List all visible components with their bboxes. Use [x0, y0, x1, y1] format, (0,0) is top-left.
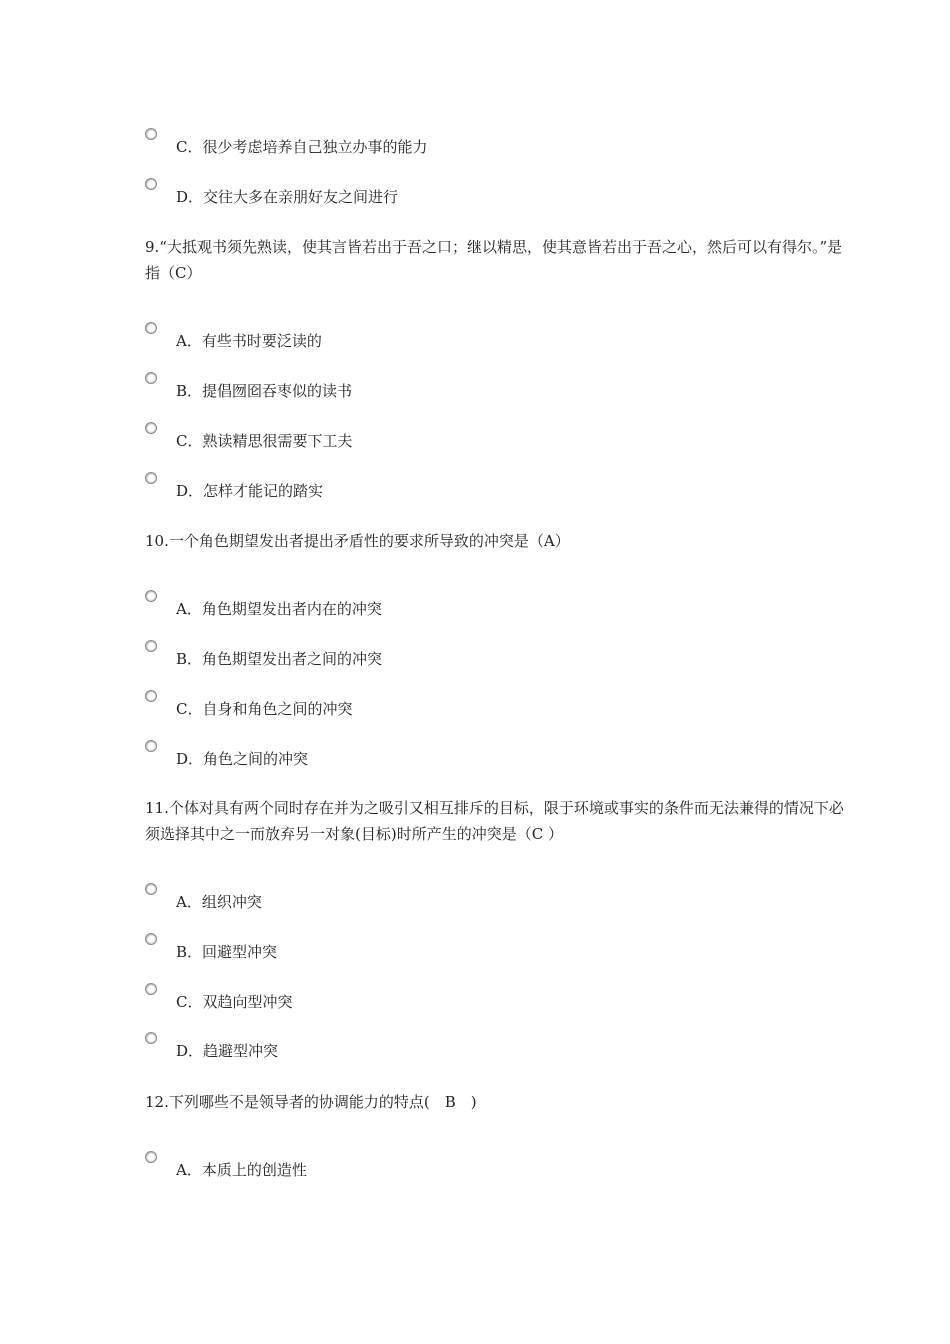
radio-button[interactable]	[145, 1151, 157, 1163]
q9-option-d[interactable]	[145, 472, 845, 502]
radio-button[interactable]	[145, 372, 157, 384]
radio-button[interactable]	[145, 1032, 157, 1044]
option-label: B．提倡囫囵吞枣似的读书	[176, 382, 353, 400]
q10-option-a[interactable]	[145, 590, 845, 620]
option-label: D．交往大多在亲朋好友之间进行	[176, 188, 399, 206]
question-12-text: 12.下列哪些不是领导者的协调能力的特点( B )	[145, 1093, 477, 1111]
option-label: A．本质上的创造性	[176, 1161, 307, 1179]
option-label: D．角色之间的冲突	[176, 750, 309, 768]
q8-option-c[interactable]	[145, 128, 845, 158]
option-label: C．熟读精思很需要下工夫	[176, 432, 353, 450]
radio-button[interactable]	[145, 933, 157, 945]
q10-option-c[interactable]	[145, 690, 845, 720]
radio-button[interactable]	[145, 740, 157, 752]
question-9-text: 9.“大抵观书须先熟读，使其言皆若出于吾之口；继以精思，使其意皆若出于吾之心，然后可以有得尔。”是指（C）	[145, 238, 843, 282]
radio-button[interactable]	[145, 472, 157, 484]
q11-option-a[interactable]	[145, 883, 845, 913]
option-label: C．很少考虑培养自己独立办事的能力	[176, 138, 428, 156]
radio-button[interactable]	[145, 883, 157, 895]
radio-button[interactable]	[145, 128, 157, 140]
radio-button[interactable]	[145, 178, 157, 190]
option-label: C．自身和角色之间的冲突	[176, 700, 353, 718]
q11-option-d[interactable]	[145, 1032, 845, 1062]
q9-option-c[interactable]	[145, 422, 845, 452]
option-label: A．组织冲突	[176, 893, 262, 911]
radio-button[interactable]	[145, 983, 157, 995]
radio-button[interactable]	[145, 322, 157, 334]
option-label: A．角色期望发出者内在的冲突	[176, 600, 382, 618]
radio-button[interactable]	[145, 590, 157, 602]
q9-option-a[interactable]	[145, 322, 845, 352]
radio-button[interactable]	[145, 422, 157, 434]
option-label: C．双趋向型冲突	[176, 993, 293, 1011]
q8-option-d[interactable]	[145, 178, 845, 208]
q11-option-b[interactable]	[145, 933, 845, 963]
q10-option-b[interactable]	[145, 640, 845, 670]
q9-option-b[interactable]	[145, 372, 845, 402]
q12-option-a[interactable]	[145, 1151, 845, 1181]
radio-button[interactable]	[145, 690, 157, 702]
radio-button[interactable]	[145, 640, 157, 652]
option-label: B．回避型冲突	[176, 943, 278, 961]
question-10-text: 10.一个角色期望发出者提出矛盾性的要求所导致的冲突是（A）	[145, 532, 570, 550]
option-label: B．角色期望发出者之间的冲突	[176, 650, 383, 668]
option-label: D．趋避型冲突	[176, 1042, 279, 1060]
q11-option-c[interactable]	[145, 983, 845, 1013]
q10-option-d[interactable]	[145, 740, 845, 770]
question-11-text: 11.个体对具有两个同时存在并为之吸引又相互排斥的目标，限于环境或事实的条件而无法兼得的情况下必须选择其中之一而放弃另一对象(目标)时所产生的冲突是（C ）	[145, 799, 844, 843]
option-label: D．怎样才能记的踏实	[176, 482, 324, 500]
option-label: A．有些书时要泛读的	[176, 332, 322, 350]
